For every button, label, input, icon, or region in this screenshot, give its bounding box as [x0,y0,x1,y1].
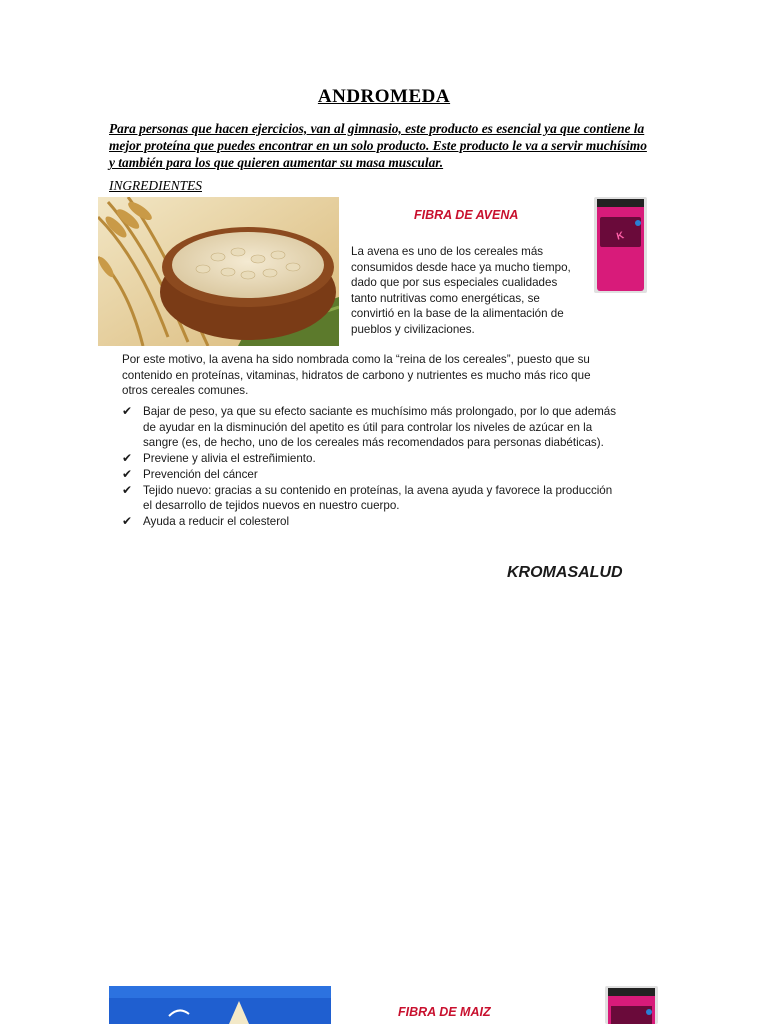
check-icon: ✔ [122,466,133,481]
corn-image [109,986,331,1024]
oat-bowl-image [98,197,339,346]
list-item: ✔ Previene y alivia el estreñimiento. [122,451,316,466]
product-can-image [594,197,647,293]
intro-paragraph: Para personas que hacen ejercicios, van al gimnasio, este producto es esencial ya que contiene la mejor proteína que puedes encontrar en un solo producto. Este producto le va a servir muchísimo y también para los que quieren aumentar su masa muscular. [109,121,647,170]
ingredients-label: INGREDIENTES [109,178,202,193]
check-icon: ✔ [122,451,133,466]
product-can-image-2 [605,986,658,1024]
oat-fiber-heading: FIBRA DE AVENA [414,208,519,222]
check-icon: ✔ [122,404,133,418]
corn-fiber-heading: FIBRA DE MAIZ [398,1005,491,1019]
check-icon: ✔ [122,513,133,528]
list-item: ✔ Tejido nuevo: gracias a su contenido en proteínas, la avena ayuda y favorece la producción el desarrollo de tejidos nuevos en nuestro cuerpo. [122,482,613,513]
brand-name: KROMASALUD [507,564,623,581]
page-title: ANDROMEDA [317,86,451,107]
list-item: ✔ Prevención del cáncer [122,466,258,481]
benefits-list [122,404,622,530]
oat-paragraph: Por este motivo, la avena ha sido nombrada como la “reina de los cereales”, puesto que su contenido en proteínas, vitaminas, hidratos de carbono y nutrientes es mucho más rico que otros cereales comunes. [122,353,591,397]
list-item: ✔ Ayuda a reducir el colesterol [122,513,290,528]
oat-description: La avena es uno de los cereales más consumidos desde hace ya mucho tiempo, dado que por sus especiales cualidades tanto nutritivas como energéticas, se convirtió en la base de la alimentación de pueblos y civilizaciones. [351,245,571,336]
svg-text:K: K [615,230,626,243]
list-item: ✔ Bajar de peso, ya que su efecto saciante es muchísimo más prolongado, por lo que además de ayudar en la disminución del apetito es útil para controlar los niveles de azúcar en la sangre (es, de hecho, uno de los cereales más recomendados para personas diabéticas). [122,404,617,450]
check-icon: ✔ [122,482,133,497]
